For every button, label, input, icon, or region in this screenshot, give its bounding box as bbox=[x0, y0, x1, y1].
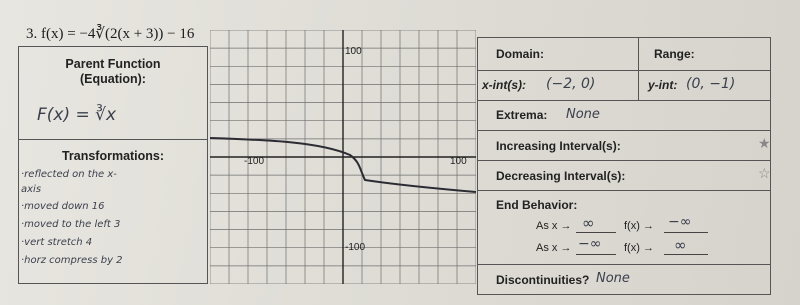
star-outline-icon: ☆ bbox=[758, 165, 771, 181]
x-intercept-label: x-int(s): bbox=[482, 78, 526, 92]
end-behavior-1-fval: −∞ bbox=[668, 214, 692, 230]
extrema-label: Extrema: bbox=[496, 108, 548, 122]
extrema-answer: None bbox=[566, 107, 600, 122]
tick-label-bottom: -100 bbox=[345, 242, 366, 253]
left-table bbox=[18, 46, 208, 284]
transformation-line: ·vert stretch 4 bbox=[21, 237, 93, 248]
increasing-row bbox=[478, 130, 770, 161]
blank bbox=[576, 254, 616, 255]
problem-statement bbox=[26, 24, 194, 43]
intercepts-row bbox=[478, 70, 770, 101]
transformation-line: axis bbox=[21, 184, 42, 195]
transformation-line: ·horz compress by 2 bbox=[21, 255, 123, 266]
end-behavior-1-f: f(x) → bbox=[624, 220, 654, 232]
parent-function-answer: F(x) = ∛x bbox=[37, 105, 117, 125]
end-behavior-1-x: ∞ bbox=[582, 214, 595, 232]
end-behavior-1-prefix: As x → bbox=[536, 220, 572, 232]
transformations-title: Transformations: bbox=[61, 149, 165, 163]
star-icon: ★ bbox=[758, 135, 771, 151]
blank bbox=[664, 254, 708, 255]
tick-label-left: -100 bbox=[244, 156, 265, 167]
parent-function-subtitle: (Equation): bbox=[80, 72, 146, 86]
range-label: Range: bbox=[654, 47, 695, 61]
function-equation: f(x) = −4∛(2(x + 3)) − 16 bbox=[41, 26, 195, 42]
transformation-line: ·reflected on the x- bbox=[21, 169, 117, 180]
end-behavior-label: End Behavior: bbox=[496, 198, 578, 212]
discontinuities-row bbox=[478, 264, 770, 294]
tick-label-right: 100 bbox=[450, 156, 467, 167]
end-behavior-2-fval: ∞ bbox=[674, 236, 687, 254]
y-intercept-label: y-int: bbox=[648, 78, 678, 92]
blank bbox=[576, 232, 616, 233]
discontinuities-label: Discontinuities? bbox=[496, 273, 590, 287]
domain-label: Domain: bbox=[496, 47, 544, 61]
end-behavior-2-x: −∞ bbox=[578, 236, 602, 252]
domain-range-row bbox=[478, 38, 770, 71]
transformations-cell bbox=[19, 139, 207, 283]
problem-number: 3. bbox=[26, 26, 38, 42]
end-behavior-2-f: f(x) → bbox=[624, 242, 654, 254]
decreasing-label: Decreasing Interval(s): bbox=[496, 169, 626, 183]
decreasing-row bbox=[478, 160, 770, 191]
transformation-line: ·moved to the left 3 bbox=[21, 219, 121, 230]
y-intercept-answer: (0, −1) bbox=[686, 76, 736, 92]
divider bbox=[638, 70, 639, 100]
end-behavior-2-prefix: As x → bbox=[536, 242, 572, 254]
increasing-label: Increasing Interval(s): bbox=[496, 139, 621, 153]
end-behavior-row bbox=[478, 190, 770, 265]
discontinuities-answer: None bbox=[596, 271, 630, 286]
x-intercept-answer: (−2, 0) bbox=[546, 76, 596, 92]
divider bbox=[638, 38, 639, 70]
right-table bbox=[477, 37, 771, 295]
extrema-row bbox=[478, 100, 770, 131]
coordinate-grid bbox=[210, 30, 476, 284]
parent-function-title: Parent Function bbox=[65, 57, 161, 71]
blank bbox=[664, 232, 708, 233]
transformation-line: ·moved down 16 bbox=[21, 201, 105, 212]
parent-function-cell bbox=[19, 47, 207, 140]
tick-label-top: 100 bbox=[345, 46, 362, 57]
